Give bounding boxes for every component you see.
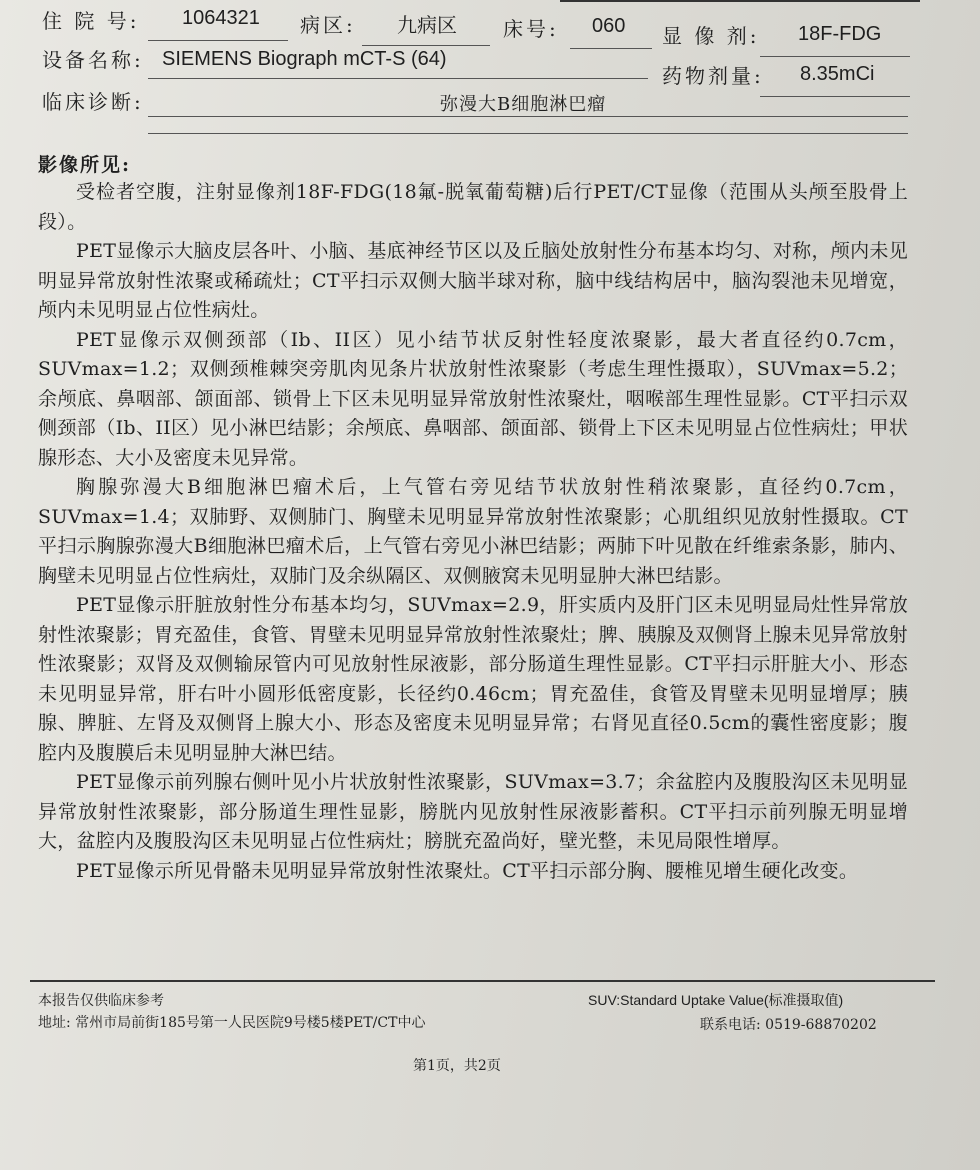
agent-value: 18F-FDG — [798, 23, 882, 45]
footer-divider — [30, 980, 935, 982]
findings-paragraph: PET显像示肝脏放射性分布基本均匀，SUVmax=2.9，肝实质内及肝门区未见明显局灶性异常放射性浓聚影；胃充盈佳，食管、胃壁未见明显异常放射性浓聚灶；脾、胰腺及双侧肾上腺未见异常放射性浓聚影；双肾及双侧输尿管内可见放射性尿液影，部分肠道生理性显影。CT平扫示肝脏大小、形态未见明显异常，肝右叶小圆形低密度影，长径约0.46cm；胃充盈佳，食管及胃壁未见明显增厚；胰腺、脾脏、左肾及双侧肾上腺大小、形态及密度未见明显异常；右肾见直径0.5cm的囊性密度影；腹腔内及腹膜后未见明显肿大淋巴结。 — [38, 594, 908, 764]
dose-label: 药物剂量: — [662, 64, 764, 88]
bed-label: 床号: — [503, 17, 559, 41]
dose-underline — [760, 96, 910, 97]
disclaimer-text: 本报告仅供临床参考 — [38, 993, 164, 1009]
findings-paragraph: PET显像示双侧颈部（Ib、II区）见小结节状反射性轻度浓聚影，最大者直径约0.7cm，SUVmax=1.2；双侧颈椎棘突旁肌肉见条片状放射性浓聚影（考虑生理性摄取），SUVmax=5.2；余颅底、鼻咽部、颌面部、锁骨上下区未见明显异常放射性浓聚灶，咽喉部生理性显影。CT平扫示双侧颈部（Ib、II区）见小淋巴结影；余颅底、鼻咽部、颌面部、锁骨上下区未见明显占位性病灶；甲状腺形态、大小及密度未见异常。 — [38, 328, 908, 469]
ward-label: 病区: — [300, 13, 356, 37]
diagnosis-value: 弥漫大B细胞淋巴瘤 — [440, 94, 607, 115]
suv-note: SUV:Standard Uptake Value(标准摄取值) — [588, 992, 844, 1008]
findings-paragraph: PET显像示所见骨骼未见明显异常放射性浓聚灶。CT平扫示部分胸、腰椎见增生硬化改变。 — [76, 859, 859, 882]
findings-paragraph: 胸腺弥漫大B细胞淋巴瘤术后，上气管右旁见结节状放射性稍浓聚影，直径约0.7cm，SUVmax=1.4；双肺野、双侧肺门、胸壁未见明显异常放射性浓聚影；心肌组织见放射性摄取。CT平扫示胸腺弥漫大B细胞淋巴瘤术后，上气管右旁见小淋巴结影；两肺下叶见散在纤维索条影，肺内、胸壁未见明显占位性病灶，双肺门及余纵隔区、双侧腋窝未见明显肿大淋巴结影。 — [38, 476, 908, 587]
diagnosis-label: 临床诊断: — [42, 90, 144, 114]
address-text: 地址: 常州市局前街185号第一人民医院9号楼5楼PET/CT中心 — [38, 1015, 426, 1031]
dose-value: 8.35mCi — [800, 63, 875, 85]
page-indicator: 第1页，共2页 — [413, 1058, 501, 1074]
bed-underline — [570, 48, 652, 49]
diagnosis-underline — [148, 116, 908, 117]
phone-text: 联系电话: 0519-68870202 — [700, 1017, 877, 1033]
ward-underline — [362, 45, 490, 46]
bed-value: 060 — [592, 15, 626, 37]
cut-off-top-line — [560, 0, 920, 2]
findings-paragraph: PET显像示前列腺右侧叶见小片状放射性浓聚影，SUVmax=3.7；余盆腔内及腹股沟区未见明显异常放射性浓聚影，部分肠道生理性显影，膀胱内见放射性尿液影蓄积。CT平扫示前列腺无明显增大，盆腔内及腹股沟区未见明显占位性病灶；膀胱充盈尚好，壁光整，未见局限性增厚。 — [38, 771, 908, 852]
findings-title: 影像所见: — [38, 154, 132, 176]
ward-value: 九病区 — [397, 13, 457, 37]
diagnosis-underline-2 — [148, 133, 908, 134]
device-label: 设备名称: — [42, 48, 144, 72]
findings-paragraph: 受检者空腹，注射显像剂18F-FDG(18氟-脱氧葡萄糖)后行PET/CT显像（范围从头颅至股骨上段）。 — [38, 181, 908, 233]
agent-label: 显 像 剂: — [662, 24, 760, 48]
device-underline — [148, 78, 648, 79]
device-value: SIEMENS Biograph mCT-S (64) — [162, 48, 447, 70]
agent-underline — [760, 56, 910, 57]
findings-paragraph: PET显像示大脑皮层各叶、小脑、基底神经节区以及丘脑处放射性分布基本均匀、对称，颅内未见明显异常放射性浓聚或稀疏灶；CT平扫示双侧大脑半球对称，脑中线结构居中，脑沟裂池未见增宽，颅内未见明显占位性病灶。 — [38, 240, 908, 321]
admission-no-underline — [148, 40, 288, 41]
admission-no-value: 1064321 — [182, 7, 260, 29]
findings-body — [38, 178, 908, 886]
admission-no-label: 住 院 号: — [42, 9, 140, 33]
